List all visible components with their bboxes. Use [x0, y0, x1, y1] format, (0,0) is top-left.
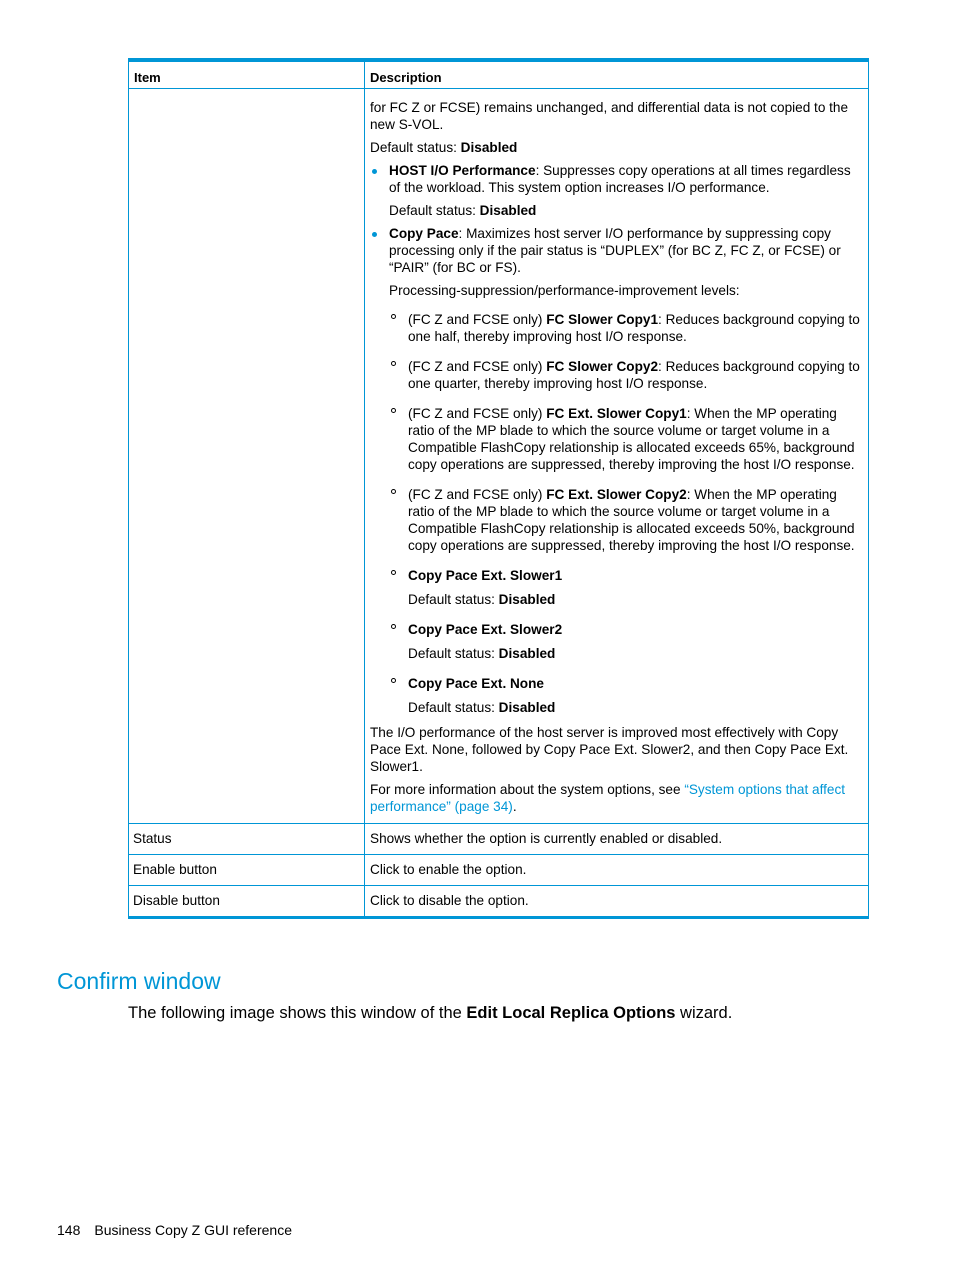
table-row — [129, 885, 869, 917]
intro-text: for FC Z or FCSE) remains unchanged, and differential data is not copied to the new S-VOL. — [370, 99, 849, 132]
default-status: Default status: Disabled — [408, 645, 556, 661]
list-item: (FC Z and FCSE only) FC Slower Copy2: Reduces background copying to one quarter, thereby improving host I/O response. — [389, 358, 863, 392]
default-status: Default status: Disabled — [408, 591, 556, 607]
list-item-host-io: HOST I/O Performance: Suppresses copy operations at all times regardless of the workload. This system option increases I/O performance. Default status: Disabled — [370, 162, 863, 219]
level-list — [389, 311, 863, 716]
system-options-link[interactable]: “System options that affect performance” (page 34) — [370, 781, 846, 814]
table-cell-item: Status — [129, 823, 365, 854]
list-item: (FC Z and FCSE only) FC Ext. Slower Copy2: When the MP operating ratio of the MP blade to which the source volume or target volume in a Compatible FlashCopy relationship is allocated exceeds 50%, background copy operations are suppressed, thereby improving the host I/O response. — [389, 486, 863, 554]
table-header-row — [129, 60, 869, 88]
section-heading: Confirm window — [57, 968, 221, 994]
section-intro: The following image shows this window of the Edit Local Replica Options wizard. — [128, 1004, 733, 1022]
list-item: (FC Z and FCSE only) FC Ext. Slower Copy1: When the MP operating ratio of the MP blade to which the source volume or target volume in a Compatible FlashCopy relationship is allocated exceeds 65%, background copy operations are suppressed, thereby improving the host I/O response. — [389, 405, 863, 473]
chapter-title: Business Copy Z GUI reference — [94, 1222, 292, 1238]
levels-intro: Processing-suppression/performance-improvement levels: — [389, 282, 740, 298]
option-name: Copy Pace — [389, 225, 459, 241]
table-cell-item: Disable button — [129, 885, 365, 917]
table-cell-item — [129, 88, 365, 823]
list-item: Copy Pace Ext. Slower2 Default status: Disabled — [389, 621, 863, 662]
table-row — [129, 854, 869, 885]
list-item: (FC Z and FCSE only) FC Slower Copy1: Reduces background copying to one half, thereby improving host I/O response. — [389, 311, 863, 345]
more-info-text: For more information about the system options, see “System options that affect performance” (page 34). — [370, 781, 846, 814]
table-row — [129, 823, 869, 854]
wizard-name: Edit Local Replica Options — [466, 1004, 676, 1022]
options-table — [128, 58, 869, 919]
option-list — [370, 162, 863, 716]
default-status: Default status: Disabled — [389, 202, 537, 218]
column-header-description: Description — [365, 60, 869, 88]
list-item: Copy Pace Ext. Slower1 Default status: Disabled — [389, 567, 863, 608]
default-status: Default status: Disabled — [408, 699, 556, 715]
table-cell-description: Click to enable the option. — [365, 854, 869, 885]
page-footer — [57, 1222, 292, 1239]
list-item-copy-pace: Copy Pace: Maximizes host server I/O performance by suppressing copy processing only if the pair status is “DUPLEX” (for BC Z, FC Z, or FCSE) or “PAIR” (for BC or FS). Processing-suppression/performance-improvement levels: (FC Z and FCSE only) FC Slower Copy1: Reduces background copying to one half, thereby improving host I/O response. (FC Z and FCSE only) FC Slower Copy2: Reduces background copying to one quarter, thereby improving host I/O response. (FC Z and FCSE only) FC Ext. Slower Copy1: When the MP operating ratio of the MP blade to which the source volume or target volume in a Compatible FlashCopy relationship is allocated exceeds 65%, background copy operations are suppressed, thereby improving the host I/O response. (FC Z and FCSE only) FC Ext. Slower Copy2: When the MP operating ratio of the MP blade to which the source volume or target volume in a Compatible FlashCopy relationship is allocated exceeds 50%, background copy operations are suppressed, thereby improving the host I/O response. Copy Pace Ext. Slower1 Default status: Disabled Copy Pace Ext. Slower2 Default status: Disabled Copy Pace Ext. None Default status: Disabled — [370, 225, 863, 716]
table-cell-description: Click to disable the option. — [365, 885, 869, 917]
page-number: 148 — [57, 1222, 81, 1238]
table-cell-description — [365, 88, 869, 823]
option-name: HOST I/O Performance — [389, 162, 536, 178]
column-header-item: Item — [129, 60, 365, 88]
default-status: Default status: Disabled — [370, 139, 518, 155]
table-row — [129, 88, 869, 823]
table-cell-description: Shows whether the option is currently enabled or disabled. — [365, 823, 869, 854]
summary-text: The I/O performance of the host server is improved most effectively with Copy Pace Ext. None, followed by Copy Pace Ext. Slower2, and then Copy Pace Ext. Slower1. — [370, 724, 849, 774]
list-item: Copy Pace Ext. None Default status: Disabled — [389, 675, 863, 716]
table-cell-item: Enable button — [129, 854, 365, 885]
